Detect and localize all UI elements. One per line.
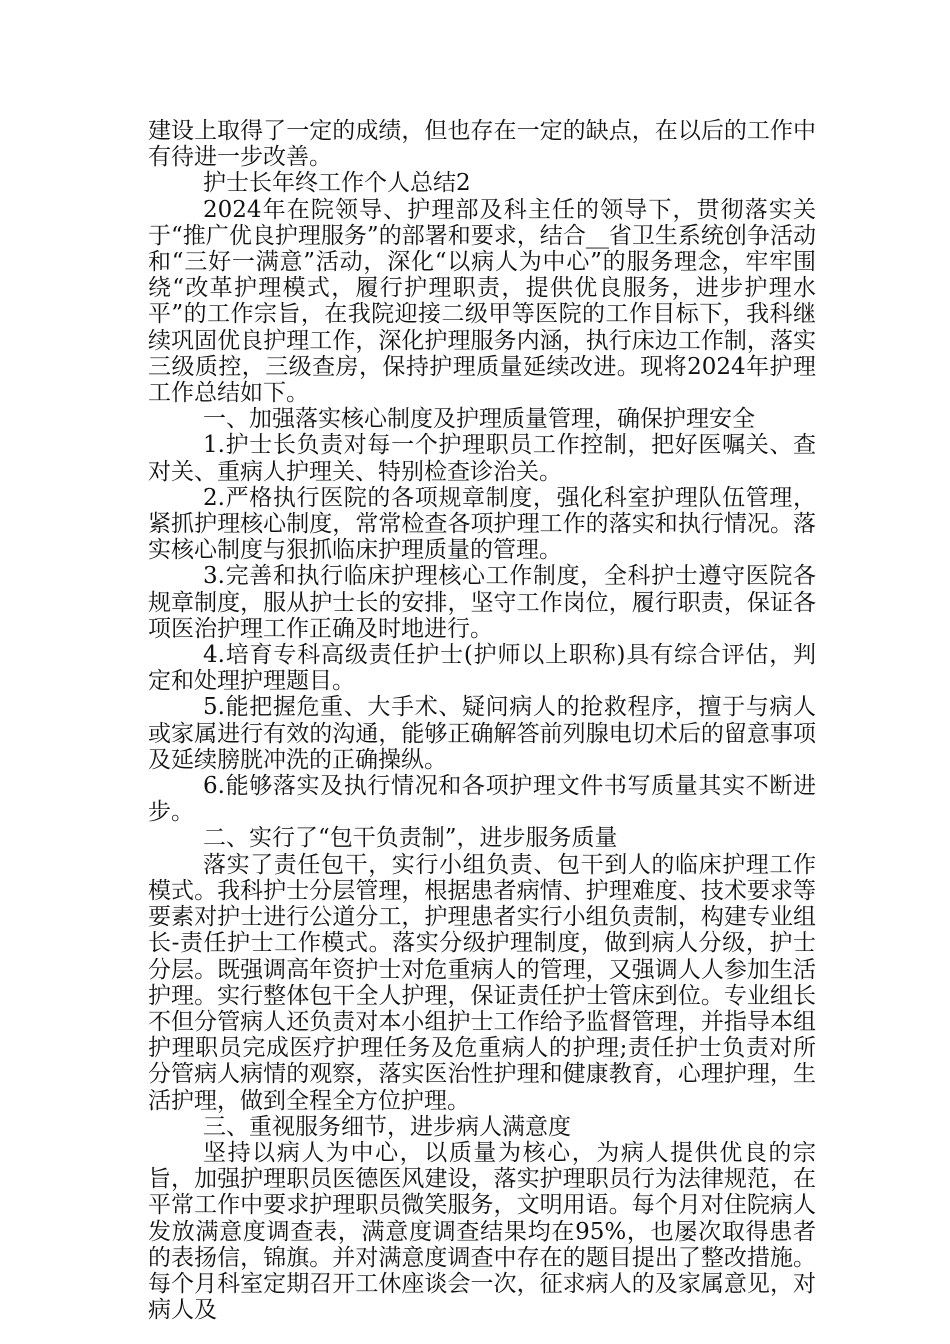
list-item-1: 1.护士长负责对每一个护理职员工作控制，把好医嘱关、查对关、重病人护理关、特别检查诊治关。 [148, 432, 816, 485]
list-item-5: 5.能把握危重、大手术、疑问病人的抢救程序，擅于与病人或家属进行有效的沟通，能够正确解答前列腺电切术后的留意事项及延续膀胱冲洗的正确操纵。 [148, 694, 816, 773]
paragraph-continuation: 建设上取得了一定的成绩，但也存在一定的缺点，在以后的工作中有待进一步改善。 [148, 118, 816, 171]
heading-section-3: 三、重视服务细节，进步病人满意度 [203, 1113, 571, 1140]
list-item-2: 2.严格执行医院的各项规章制度，强化科室护理队伍管理，紧抓护理核心制度，常常检查各项护理工作的落实和执行情况。落实核心制度与狠抓临床护理质量的管理。 [148, 484, 816, 564]
list-item-6: 6.能够落实及执行情况和各项护理文件书写质量其实不断进步。 [148, 773, 816, 826]
list-item-3: 3.完善和执行临床护理核心工作制度，全科护士遵守医院各规章制度，服从护士长的安排，坚守工作岗位，履行职责，保证各项医治护理工作正确及时地进行。 [148, 563, 816, 642]
paragraph-section-2: 落实了责任包干，实行小组负责、包干到人的临床护理工作模式。我科护士分层管理，根据患者病情、护理难度、技术要求等要素对护士进行公道分工，护理患者实行小组负责制，构建专业组长-责任护士工作模式。落实分级护理制度，做到病人分级，护士分层。既强调高年资护士对危重病人的管理，又强调人人参加生活护理。实行整体包干全人护理，保证责任护士管床到位。专业组长不但分管病人还负责对本小组护士工作给予监督管理，并指导本组护理职员完成医疗护理任务及危重病人的护理;责任护士负责对所分管病人病情的观察，落实医治性护理和健康教育，心理护理，生活护理，做到全程全方位护理。 [148, 851, 816, 1114]
paragraph-intro: 2024年在院领导、护理部及科主任的领导下，贯彻落实关于“推广优良护理服务”的部署和要求，结合__省卫生系统创争活动和“三好一满意”活动，深化“以病人为中心”的服务理念，牢牢围绕“改革护理模式，履行护理职责，提供优良服务，进步护理水平”的工作宗旨，在我院迎接二级甲等医院的工作目标下，我科继续巩固优良护理工作，深化护理服务内涵，执行床边工作制，落实三级质控，三级查房，保持护理质量延续改进。现将2024年护理工作总结如下。 [148, 196, 816, 407]
heading-section-2: 二、实行了“包干负责制”，进步服务质量 [203, 825, 618, 852]
document-body [148, 118, 816, 1323]
section-title: 护士长年终工作个人总结2 [203, 170, 471, 197]
heading-section-1: 一、加强落实核心制度及护理质量管理，确保护理安全 [203, 406, 755, 433]
list-item-4: 4.培育专科高级责任护士(护师以上职称)具有综合评估，判定和处理护理题目。 [148, 642, 816, 695]
paragraph-section-3: 坚持以病人为中心，以质量为核心，为病人提供优良的宗旨，加强护理职员医德医风建设，落实护理职员行为法律规范，在平常工作中要求护理职员微笑服务，文明用语。每个月对住院病人发放满意度调查表，满意度调查结果均在95%，也屡次取得患者的表扬信，锦旗。并对满意度调查中存在的题目提出了整改措施。每个月科室定期召开工休座谈会一次，征求病人的及家属意见，对病人及 [148, 1139, 816, 1324]
